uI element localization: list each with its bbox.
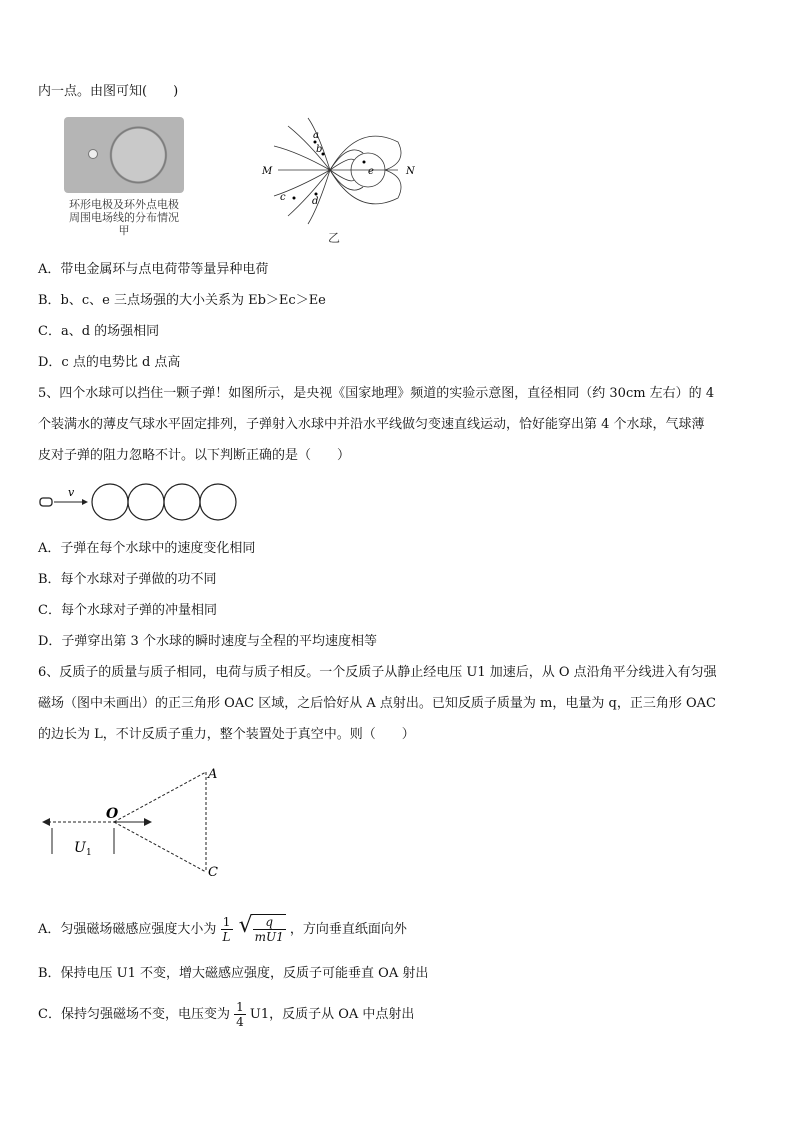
q6-option-b: B．保持电压 U1 不变，增大磁感应强度，反质子可能垂直 OA 射出 <box>38 966 429 981</box>
q4-option-a: A．带电金属环与点电荷带等量异种电荷 <box>38 262 269 277</box>
q4-option-c: C．a、d 的场强相同 <box>38 324 160 339</box>
label-c: c <box>280 192 286 203</box>
intro-text: 内一点。由图可知( ) <box>38 84 179 99</box>
label-e: e <box>368 166 374 177</box>
q5-option-b: B．每个水球对子弹做的功不同 <box>38 572 217 587</box>
q5-stem-line1: 5、四个水球可以挡住一颗子弹！如图所示，是央视《国家地理》频道的实验示意图，直径相同（约 30cm 左右）的 4 <box>38 386 715 401</box>
q6-option-a: A．匀强磁场磁感应强度大小为 $\frac{1}{L}$ √ $\frac{q}{mU1}$ ，方向垂直纸面向外 <box>38 914 407 945</box>
ring-electrode-photo <box>64 117 184 193</box>
q4-option-b: B．b、c、e 三点场强的大小关系为 Eb＞Ec＞Ee <box>38 293 326 308</box>
triangle-oac-figure <box>38 762 238 882</box>
fig-caption-yi: 乙 <box>327 231 340 245</box>
label-O: O <box>106 806 119 822</box>
label-U: U <box>74 840 86 856</box>
q5-option-c: C．每个水球对子弹的冲量相同 <box>38 603 217 618</box>
q6-option-c: C．保持匀强磁场不变，电压变为 $\frac{1}{4}$ U1，反质子从 OA 中点射出 <box>38 1000 415 1029</box>
label-b: b <box>316 144 323 155</box>
fig-caption-jia: 环形电极及环外点电极 周围电场线的分布情况 甲 <box>69 198 179 237</box>
q5-option-d: D．子弹穿出第 3 个水球的瞬时速度与全程的平均速度相等 <box>38 634 377 649</box>
label-d: d <box>312 196 319 207</box>
velocity-label: v <box>68 486 75 499</box>
label-U-sub: 1 <box>86 848 92 858</box>
q5-stem-line3: 皮对子弹的阻力忽略不计。以下判断正确的是（ ） <box>38 448 351 463</box>
electric-field-lines-figure <box>258 112 418 240</box>
q6-stem-line1: 6、反质子的质量与质子相同，电荷与质子相反。一个反质子从静止经电压 U1 加速后，从 O 点沿角平分线进入有匀强 <box>38 665 717 680</box>
label-a: a <box>313 130 319 141</box>
q4-option-d: D．c 点的电势比 d 点高 <box>38 355 181 370</box>
label-C: C <box>208 865 218 880</box>
q5-stem-line2: 个装满水的薄皮气球水平固定排列，子弹射入水球中并沿水平线做匀变速直线运动，恰好能穿出第 4 个水球，气球薄 <box>38 417 705 432</box>
q6-stem-line3: 的边长为 L，不计反质子重力，整个装置处于真空中。则（ ） <box>38 727 415 742</box>
water-balloons-figure <box>36 480 246 524</box>
q6-stem-line2: 磁场（图中未画出）的正三角形 OAC 区域，之后恰好从 A 点射出。已知反质子质量为 m，电量为 q，正三角形 OAC <box>38 696 716 711</box>
q5-option-a: A．子弹在每个水球中的速度变化相同 <box>38 541 256 556</box>
label-M: M <box>262 166 273 177</box>
label-N: N <box>406 166 415 177</box>
label-A: A <box>208 767 218 782</box>
